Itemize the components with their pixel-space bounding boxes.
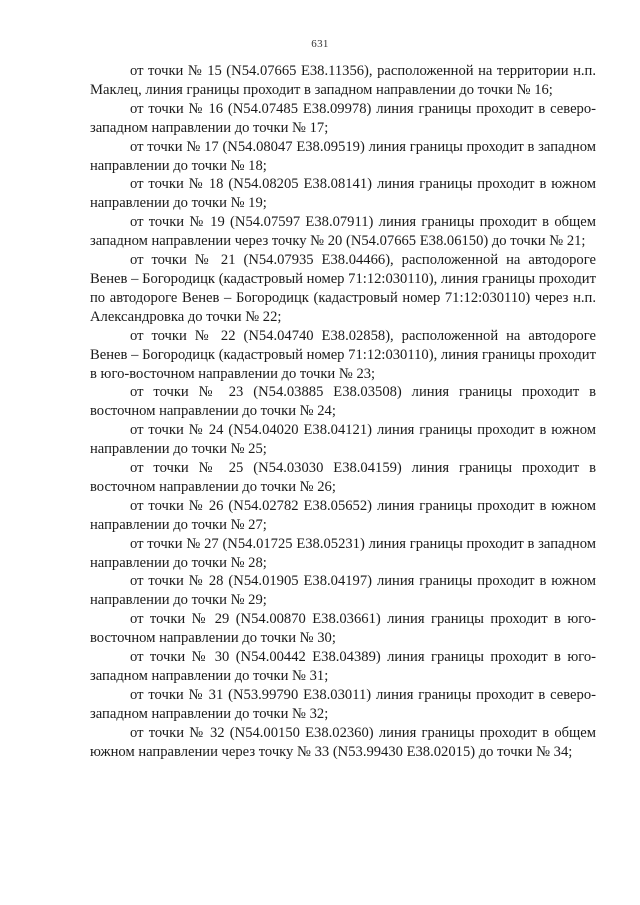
paragraph-point-27: от точки № 27 (N54.01725 E38.05231) линия границы проходит в западном направлении до точки № 28;	[90, 535, 596, 571]
paragraph-point-19: от точки № 19 (N54.07597 E38.07911) линия границы проходит в общем западном направлении через точку № 20 (N54.07665 E38.06150) до точки № 21;	[90, 214, 596, 250]
paragraph-point-26: от точки № 26 (N54.02782 E38.05652) линия границы проходит в южном направлении до точки № 27;	[90, 497, 596, 533]
paragraph-point-32: от точки № 32 (N54.00150 E38.02360) линия границы проходит в общем южном направлении через точку № 33 (N53.99430 E38.02015) до точки № 34;	[90, 724, 596, 760]
paragraph-point-15: от точки № 15 (N54.07665 E38.11356), расположенной на территории н.п. Маклец, линия границы проходит в западном направлении до точки № 16;	[90, 63, 596, 98]
paragraph-point-17: от точки № 17 (N54.08047 E38.09519) линия границы проходит в западном направлении до точки № 18;	[90, 138, 596, 174]
paragraph-point-30: от точки № 30 (N54.00442 E38.04389) линия границы проходит в юго-западном направлении до точки № 31;	[90, 649, 596, 684]
paragraph-point-18: от точки № 18 (N54.08205 E38.08141) линия границы проходит в южном направлении до точки № 19;	[90, 176, 596, 212]
paragraph-point-21: от точки № 21 (N54.07935 E38.04466), расположенной на автодороге Венев – Богородицк (кадастровый номер 71:12:030110), линия границы проходит по автодороге Венев – Богородицк (кадастровый номер 71:12:030110) через н.п. Александровка до точки № 22;	[90, 252, 596, 325]
paragraph-point-22: от точки № 22 (N54.04740 E38.02858), расположенной на автодороге Венев – Богородицк (кадастровый номер 71:12:030110), линия границы проходит в юго-восточном направлении до точки № 23;	[90, 327, 596, 382]
paragraph-point-24: от точки № 24 (N54.04020 E38.04121) линия границы проходит в южном направлении до точки № 25;	[90, 422, 596, 458]
paragraph-point-23: от точки № 23 (N54.03885 E38.03508) линия границы проходит в восточном направлении до точки № 24;	[90, 384, 596, 420]
paragraph-point-31: от точки № 31 (N53.99790 E38.03011) линия границы проходит в северо-западном направлении до точки № 32;	[90, 686, 596, 722]
paragraph-point-28: от точки № 28 (N54.01905 E38.04197) линия границы проходит в южном направлении до точки № 29;	[90, 573, 596, 609]
boundary-description	[90, 62, 596, 762]
paragraph-point-25: от точки № 25 (N54.03030 E38.04159) линия границы проходит в восточном направлении до точки № 26;	[90, 460, 596, 495]
paragraph-point-16: от точки № 16 (N54.07485 E38.09978) линия границы проходит в северо-западном направлении до точки № 17;	[90, 100, 596, 136]
paragraph-point-29: от точки № 29 (N54.00870 E38.03661) линия границы проходит в юго-восточном направлении до точки № 30;	[90, 611, 596, 647]
page-number: 631	[311, 38, 329, 50]
